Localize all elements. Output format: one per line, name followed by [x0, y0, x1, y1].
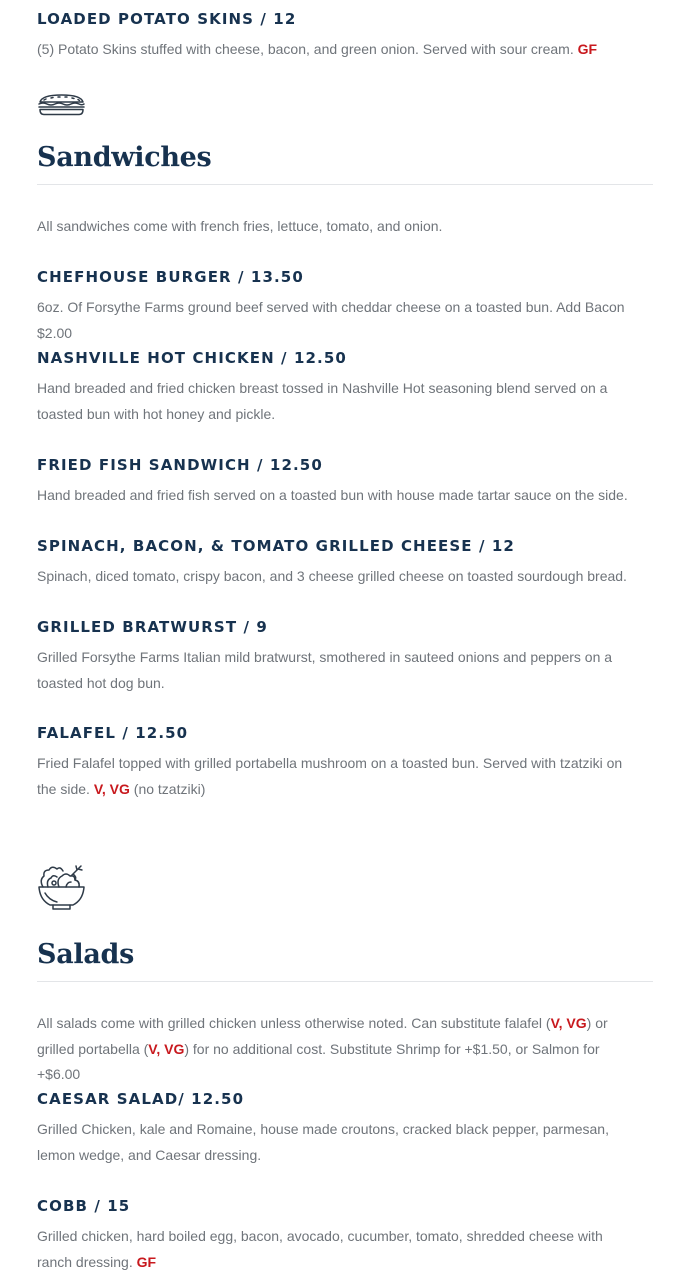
section-intro: All sandwiches come with french fries, lettuce, tomato, and onion. [37, 218, 443, 234]
dietary-tag: V, VG [148, 1040, 185, 1057]
menu-item-description: Hand breaded and fried fish served on a toasted bun with house made tartar sauce on the side. [37, 487, 628, 503]
menu-item-title: NASHVILLE HOT CHICKEN / 12.50 [37, 349, 347, 367]
menu-item-description: Grilled chicken, hard boiled egg, bacon, avocado, cucumber, tomato, shredded cheese with ranch dressing. GF [37, 1228, 603, 1270]
menu-item-title: FALAFEL / 12.50 [37, 724, 189, 742]
section-intro: All salads come with grilled chicken unless otherwise noted. Can substitute falafel (V, VG) or grilled portabella (V, VG) for no additional cost. Substitute Shrimp for +$1.50, or Salmon for +$6.00 [37, 1015, 608, 1082]
section-divider [37, 981, 653, 982]
menu-item-title: LOADED POTATO SKINS / 12 [37, 10, 297, 28]
dietary-tag: GF [577, 41, 598, 57]
menu-item-title: CHEFHOUSE BURGER / 13.50 [37, 268, 304, 286]
menu-item-description: Grilled Chicken, kale and Romaine, house made croutons, cracked black pepper, parmesan, lemon wedge, and Caesar dressing. [37, 1121, 609, 1163]
menu-item-description: Spinach, diced tomato, crispy bacon, and 3 cheese grilled cheese on toasted sourdough bread. [37, 568, 627, 584]
dietary-tag: V, VG [550, 1015, 587, 1031]
menu-item-title: GRILLED BRATWURST / 9 [37, 618, 268, 636]
sandwich-icon [37, 92, 86, 117]
dietary-tag: V, VG [93, 780, 130, 797]
menu-item-title: CAESAR SALAD/ 12.50 [37, 1090, 245, 1108]
menu-item-description: 6oz. Of Forsythe Farms ground beef served with cheddar cheese on a toasted bun. Add Bacon $2.00 [37, 299, 625, 341]
section-divider [37, 184, 653, 185]
section-title-salads: Salads [37, 939, 135, 970]
menu-item-description: Grilled Forsythe Farms Italian mild bratwurst, smothered in sauteed onions and peppers on a toasted hot dog bun. [37, 649, 613, 691]
menu-item-description: (5) Potato Skins stuffed with cheese, bacon, and green onion. Served with sour cream. GF [37, 41, 598, 57]
menu-item-title: COBB / 15 [37, 1197, 131, 1215]
dietary-tag: GF [136, 1253, 157, 1270]
menu-item-description: Hand breaded and fried chicken breast tossed in Nashville Hot seasoning blend served on a toasted bun with hot honey and pickle. [37, 380, 608, 422]
menu-item-title: SPINACH, BACON, & TOMATO GRILLED CHEESE / 12 [37, 537, 515, 555]
menu-item-description: Fried Falafel topped with grilled portabella mushroom on a toasted bun. Served with tzatziki on the side. V, VG (no tzatziki) [37, 755, 623, 797]
menu-item-title: FRIED FISH SANDWICH / 12.50 [37, 456, 323, 474]
salad-bowl-icon [37, 862, 86, 912]
section-title-sandwiches: Sandwiches [37, 142, 212, 173]
